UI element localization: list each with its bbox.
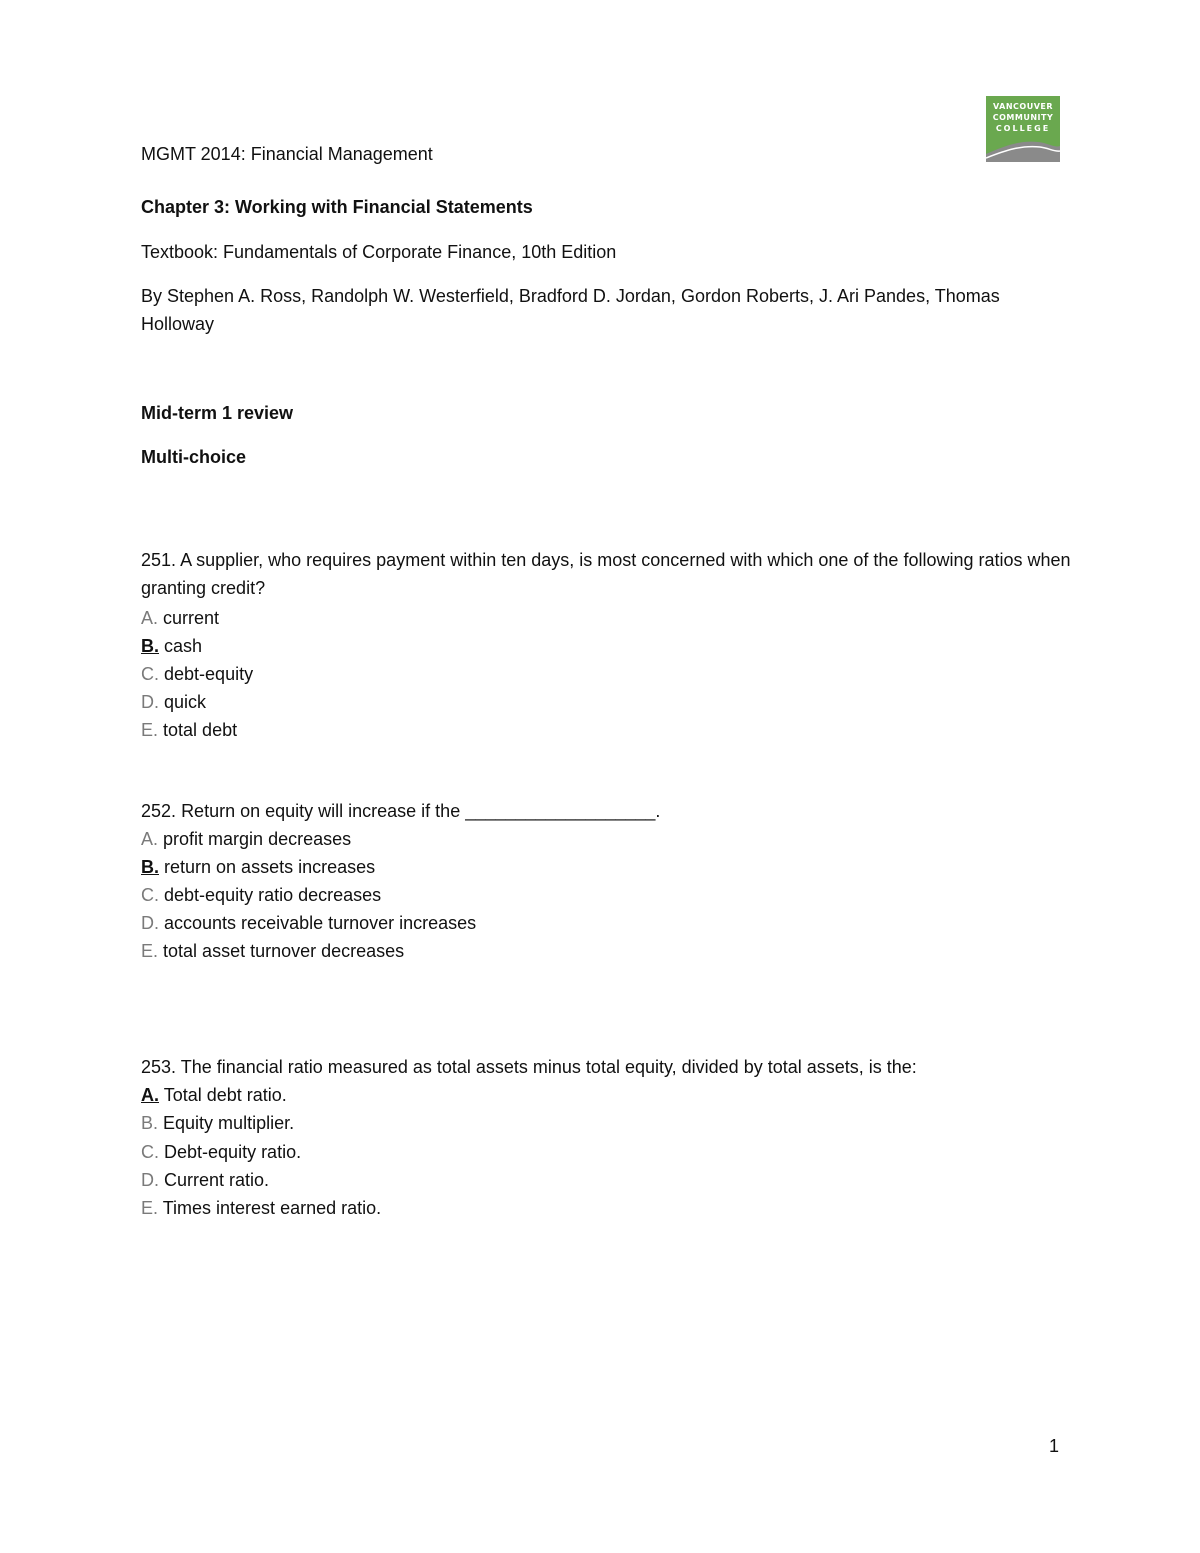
option-text: total debt bbox=[163, 720, 238, 740]
logo-line-3: COLLEGE bbox=[995, 124, 1051, 133]
option bbox=[141, 937, 404, 965]
course-title: MGMT 2014: Financial Management bbox=[141, 144, 433, 164]
authors-line: By Stephen A. Ross, Randolph W. Westerfield, Bradford D. Jordan, Gordon Roberts, J. Ari Pandes, Thomas Holloway bbox=[141, 286, 1000, 334]
option-letter: B. bbox=[141, 1113, 159, 1133]
option-text: debt-equity bbox=[164, 664, 254, 684]
logo-line-1: VANCOUVER bbox=[992, 102, 1054, 111]
page-number: 1 bbox=[1048, 1436, 1059, 1456]
option-text: Total debt ratio. bbox=[163, 1085, 287, 1105]
option-text: quick bbox=[164, 692, 207, 712]
option bbox=[141, 1138, 301, 1166]
chapter-title: Chapter 3: Working with Financial Statements bbox=[141, 197, 533, 217]
option-text: accounts receivable turnover increases bbox=[164, 913, 477, 933]
option-correct bbox=[141, 632, 202, 660]
question-text: A supplier, who requires payment within ten days, is most concerned with which one of the following ratios when granting credit? bbox=[141, 550, 1071, 598]
option-letter: C. bbox=[141, 664, 159, 684]
option bbox=[141, 1166, 269, 1194]
option-text: current bbox=[163, 608, 220, 628]
option bbox=[141, 604, 219, 632]
question-text: Return on equity will increase if the ___________________. bbox=[181, 801, 661, 821]
section-title: Mid-term 1 review bbox=[141, 403, 294, 423]
option bbox=[141, 1194, 381, 1222]
section-subtitle: Multi-choice bbox=[141, 447, 247, 467]
option-text: debt-equity ratio decreases bbox=[164, 885, 382, 905]
option-text: total asset turnover decreases bbox=[163, 941, 405, 961]
option-letter: D. bbox=[141, 692, 159, 712]
option-letter-correct: A. bbox=[141, 1085, 159, 1105]
option-text: profit margin decreases bbox=[163, 829, 352, 849]
option-letter: D. bbox=[141, 913, 159, 933]
option-letter: D. bbox=[141, 1170, 159, 1190]
question-number: 251. bbox=[141, 550, 177, 570]
option-letter-correct: B. bbox=[141, 636, 159, 656]
question-251 bbox=[141, 546, 1071, 602]
option-letter: C. bbox=[141, 885, 159, 905]
option-letter: E. bbox=[141, 720, 159, 740]
option bbox=[141, 1109, 294, 1137]
option bbox=[141, 688, 206, 716]
option-text: Debt-equity ratio. bbox=[164, 1142, 302, 1162]
question-number: 252. bbox=[141, 801, 177, 821]
option bbox=[141, 660, 253, 688]
option-text: Times interest earned ratio. bbox=[162, 1198, 382, 1218]
option-letter: A. bbox=[141, 829, 159, 849]
option-letter: E. bbox=[141, 941, 159, 961]
option-letter: E. bbox=[141, 1198, 159, 1218]
option-correct bbox=[141, 1081, 287, 1109]
question-253 bbox=[141, 1053, 917, 1081]
option bbox=[141, 825, 351, 853]
textbook-line: Textbook: Fundamentals of Corporate Finance, 10th Edition bbox=[141, 242, 617, 262]
option-text: Current ratio. bbox=[164, 1170, 270, 1190]
college-logo bbox=[986, 96, 1060, 162]
option-letter-correct: B. bbox=[141, 857, 159, 877]
question-text: The financial ratio measured as total assets minus total equity, divided by total assets, is the: bbox=[180, 1057, 917, 1077]
option-text: Equity multiplier. bbox=[163, 1113, 295, 1133]
option-letter: C. bbox=[141, 1142, 159, 1162]
option-text: return on assets increases bbox=[164, 857, 376, 877]
option-letter: A. bbox=[141, 608, 159, 628]
option bbox=[141, 716, 237, 744]
logo-line-2: COMMUNITY bbox=[992, 113, 1054, 122]
option bbox=[141, 881, 381, 909]
question-252 bbox=[141, 797, 660, 825]
option-text: cash bbox=[164, 636, 203, 656]
option-correct bbox=[141, 853, 375, 881]
question-number: 253. bbox=[141, 1057, 177, 1077]
option bbox=[141, 909, 476, 937]
